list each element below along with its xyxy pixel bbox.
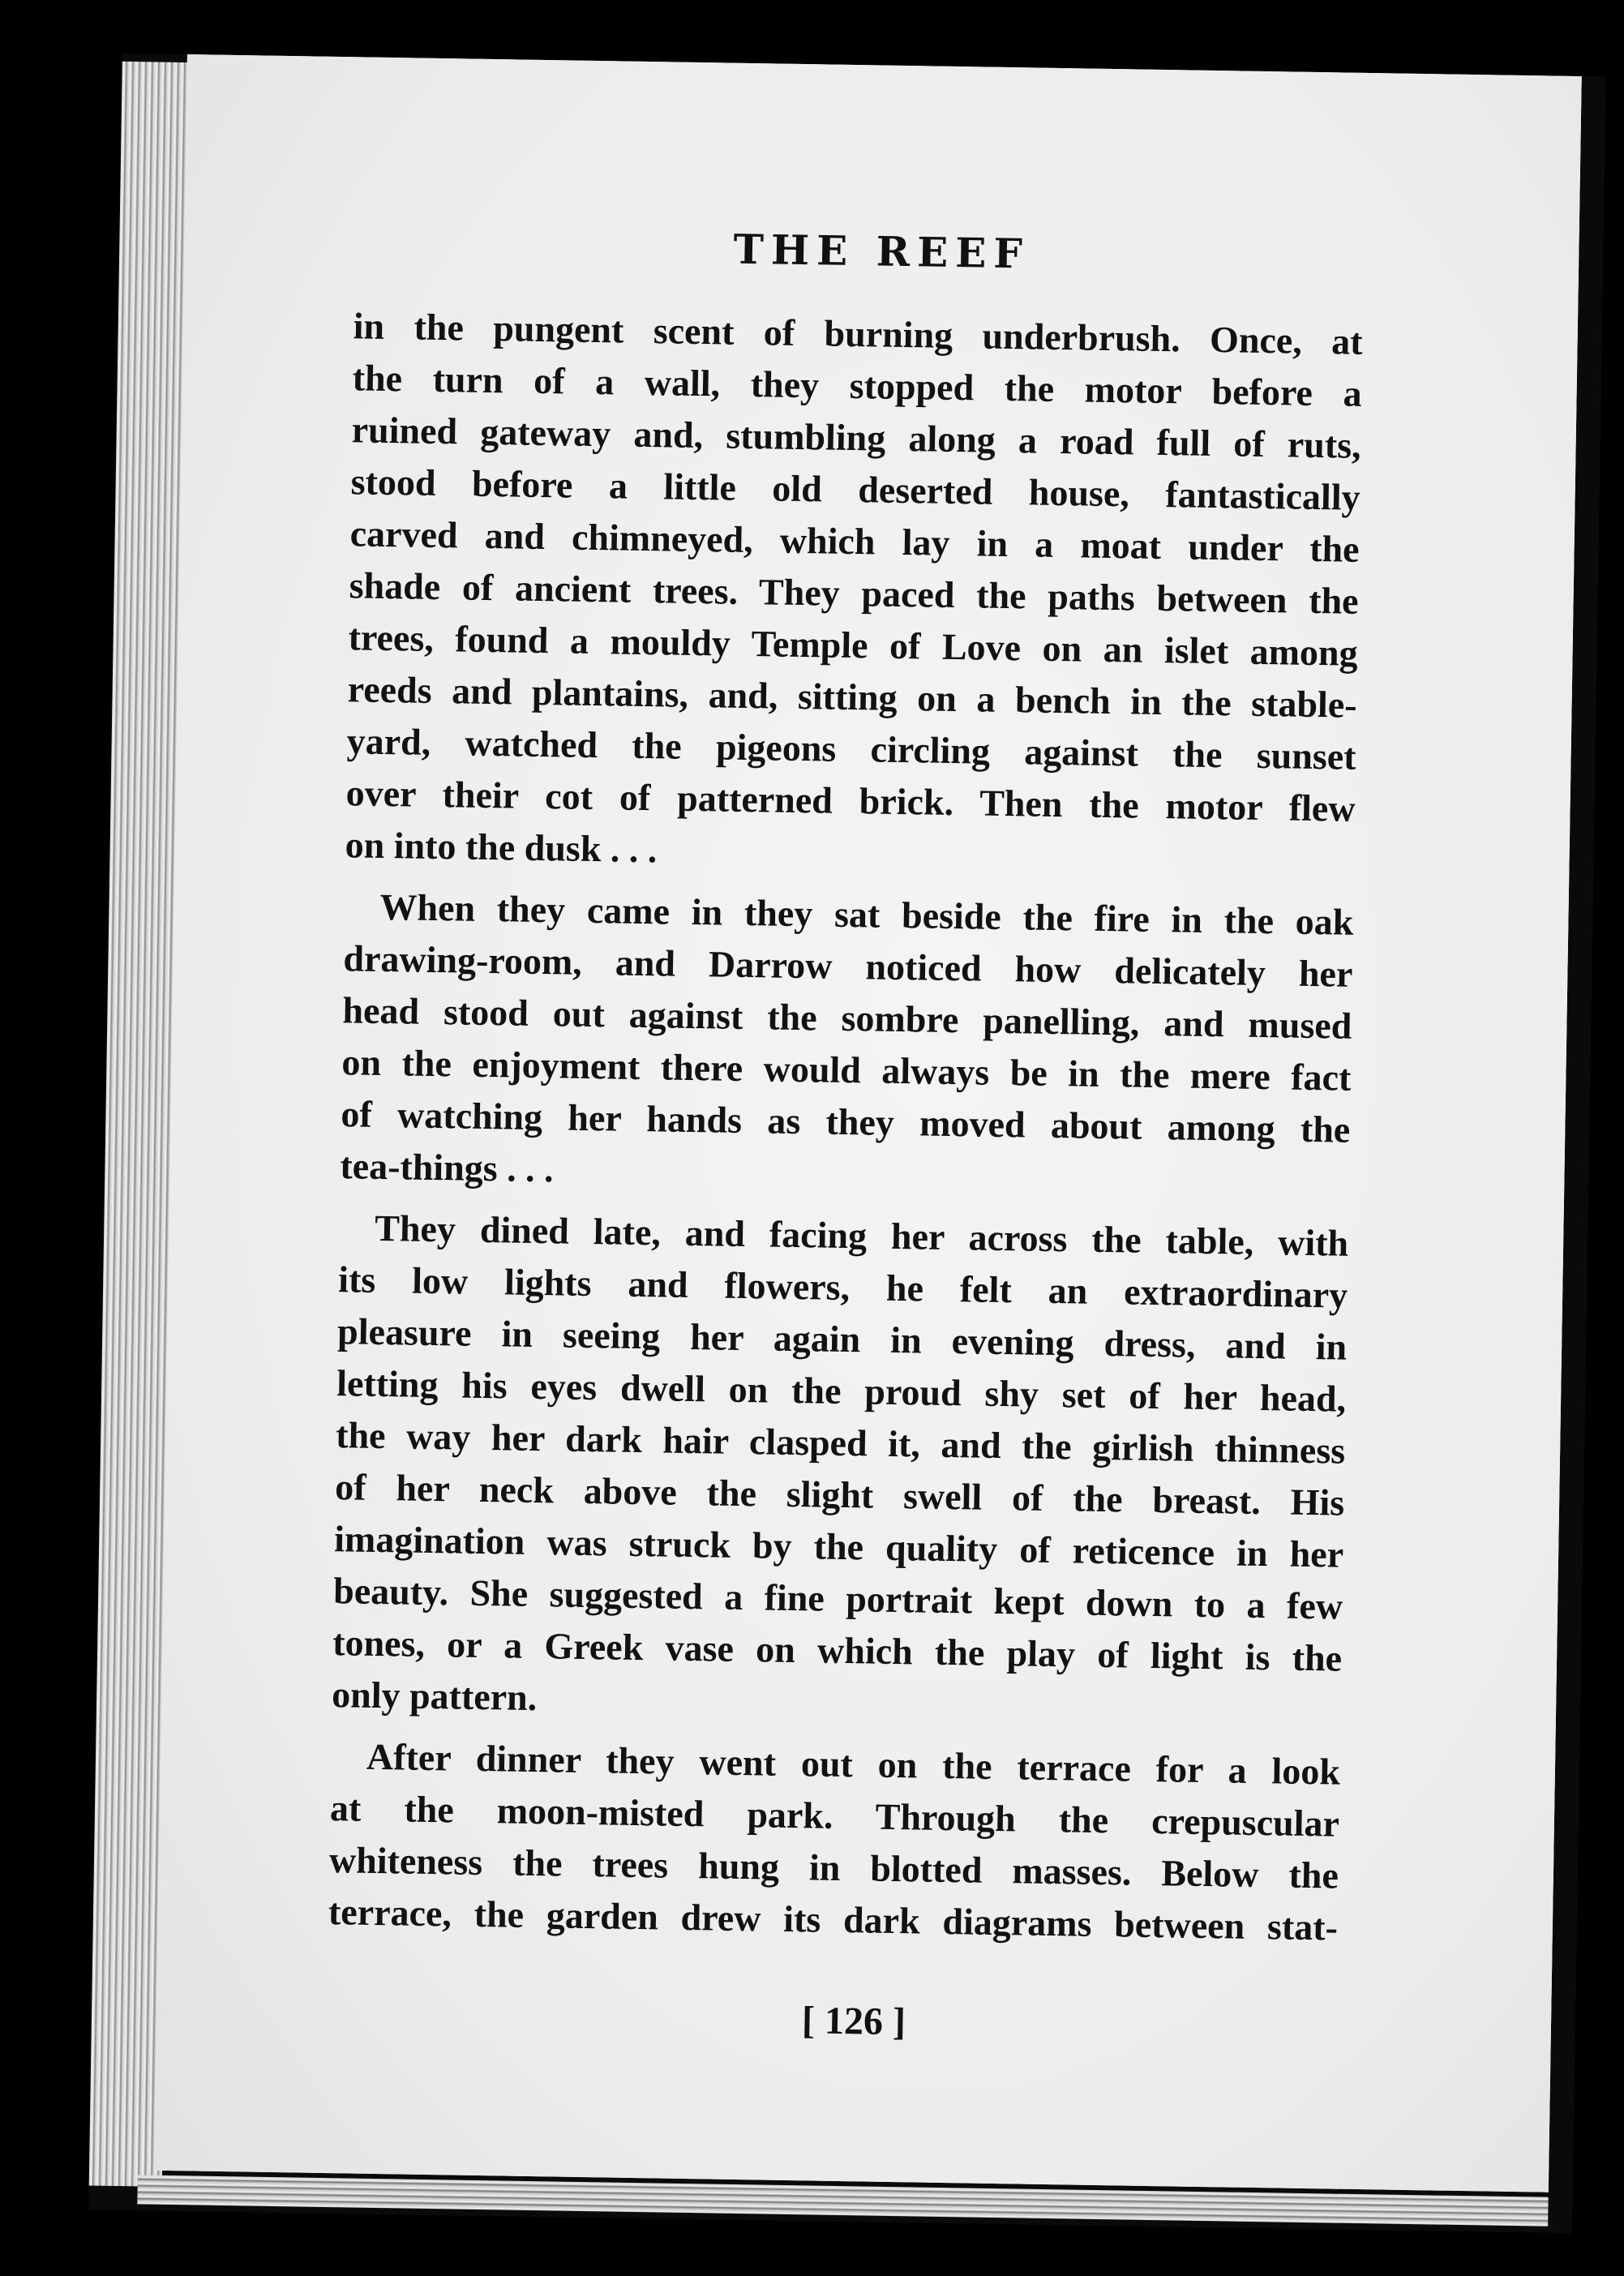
text-line: carved and chimneyed, which lay in a moat under the: [349, 512, 1360, 570]
text-line: the way her dark hair clasped it, and the girlish thinness: [335, 1414, 1346, 1472]
text-line: pleasure in seeing her again in evening dress, and in: [336, 1310, 1348, 1368]
text-line: trees, found a mouldy Temple of Love on an islet among: [348, 616, 1358, 674]
text-line: over their cot of patterned brick. Then the motor flew: [345, 772, 1356, 829]
text-line: reeds and plantains, and, sitting on a bench in the stable-: [347, 668, 1357, 726]
text-line: After dinner they went out on the terrace for a look: [366, 1735, 1341, 1793]
paragraph: [340, 881, 1354, 1208]
text-line: imagination was struck by the quality of reticence in her: [333, 1518, 1344, 1575]
text-line: in the pungent scent of burning underbrush. Once, at: [353, 305, 1364, 362]
text-line: drawing-room, and Darrow noticed how delicately her: [343, 937, 1353, 995]
text-line: letting his eyes dwell on the proud shy set of her head,: [336, 1362, 1347, 1420]
text-line: the turn of a wall, they stopped the motor before a: [352, 357, 1363, 414]
text-line: They dined late, and facing her across the table, with: [374, 1207, 1349, 1264]
text-line: stood before a little old deserted house, fantastically: [350, 461, 1360, 518]
text-line: on the enjoyment there would always be in the mere fact: [341, 1041, 1352, 1099]
text-line: whiteness the trees hung in blotted masses. Below the: [328, 1839, 1339, 1897]
text-line: its low lights and flowers, he felt an extraordinary: [337, 1258, 1348, 1316]
book-scan: [88, 54, 1606, 2233]
text-line: head stood out against the sombre panelling, and mused: [342, 989, 1352, 1047]
text-line: When they came in they sat beside the fire in the oak: [379, 885, 1354, 943]
paragraph: [328, 1730, 1341, 1954]
text-line: terrace, the garden drew its dark diagrams between stat-: [328, 1891, 1339, 1948]
text-line: tones, or a Greek vase on which the play of light is the: [332, 1622, 1343, 1679]
paragraph: [332, 1202, 1349, 1736]
text-line: only pattern.: [331, 1674, 538, 1719]
text-line: of her neck above the slight swell of the breast. His: [334, 1466, 1345, 1524]
text-line: of watching her hands as they moved about among the: [341, 1093, 1351, 1151]
text-line: beauty. She suggested a fine portrait kept down to a few: [332, 1570, 1343, 1627]
running-head: THE REEF: [733, 225, 1031, 278]
text-line: tea-things . . .: [340, 1145, 555, 1190]
text-line: yard, watched the pigeons circling against the sunset: [346, 720, 1356, 778]
paragraph: [345, 300, 1363, 886]
body-text: [328, 300, 1363, 1963]
book-page: [154, 54, 1582, 2192]
text-line: on into the dusk . . .: [345, 824, 658, 871]
text-line: ruined gateway and, stumbling along a road full of ruts,: [351, 409, 1361, 466]
page-number: [ 126 ]: [801, 1999, 906, 2044]
text-line: at the moon-misted park. Through the crepuscular: [329, 1787, 1340, 1845]
text-line: shade of ancient trees. They paced the paths between the: [349, 564, 1359, 622]
